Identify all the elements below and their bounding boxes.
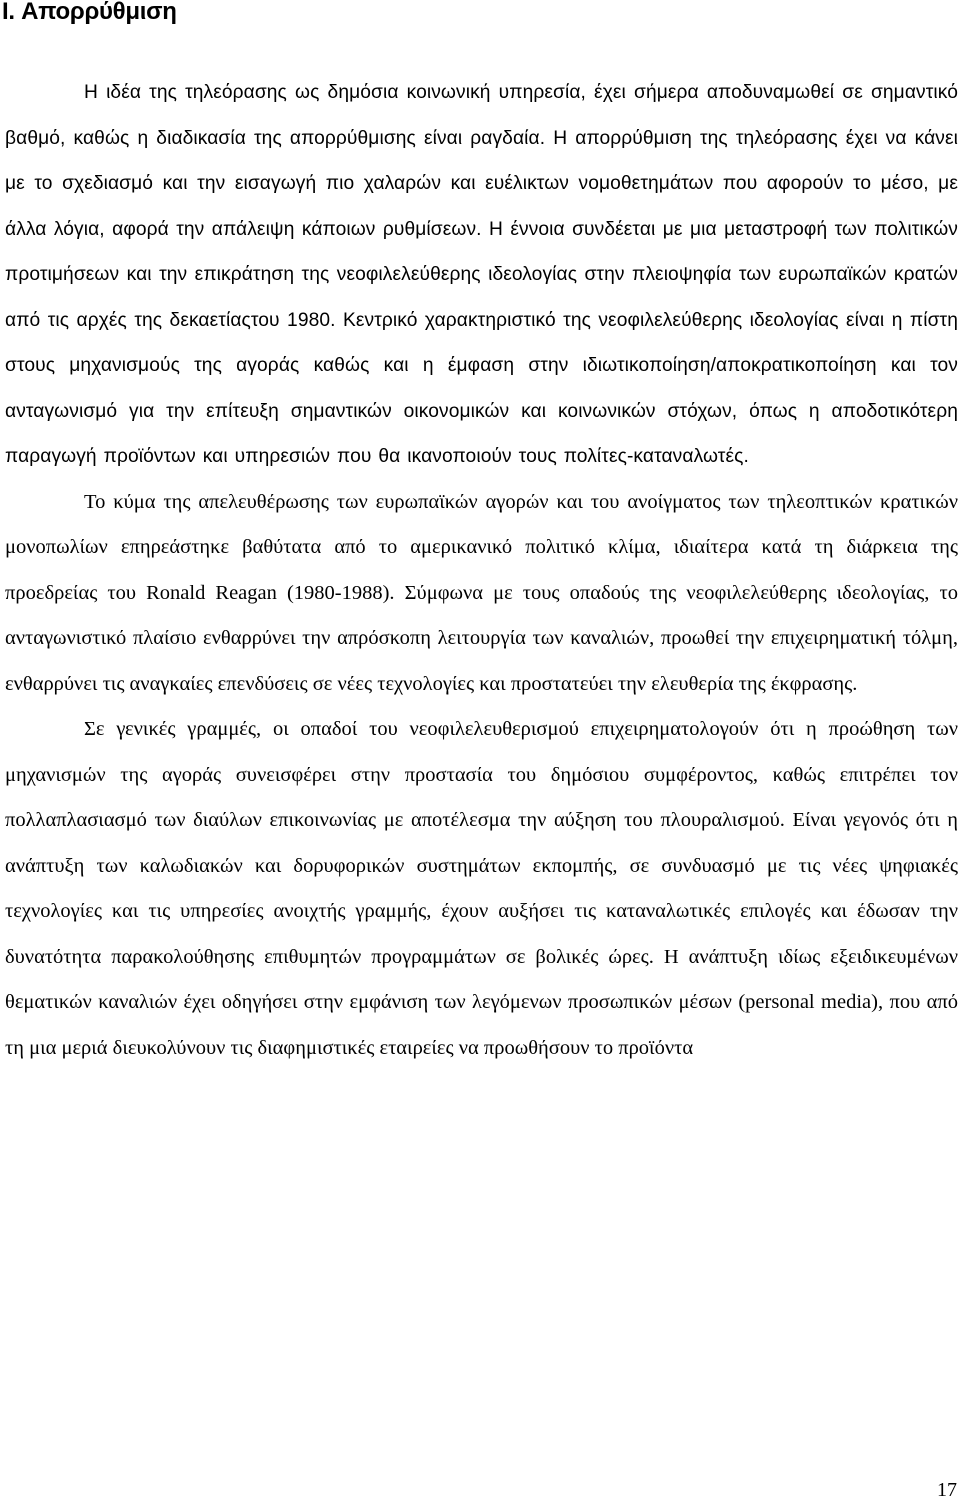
paragraph-3: Σε γενικές γραμμές, οι οπαδοί του νεοφιλελευθερισμού επιχειρηματολογούν ότι η προώθηση των μηχανισμών της αγοράς συνεισφέρει στην προστασία του δημόσιου συμφέροντος, καθώς επιτρέπει τον πολλαπλασιασμό των διαύλων επικοινωνίας με αποτέλεσμα την αύξηση του πλουραλισμού. Είναι γεγονός ότι η ανάπτυξη των καλωδιακών και δορυφορικών συστημάτων εκπομπής, σε συνδυασμό με τις νέες ψηφιακές τεχνολογίες και τις υπηρεσίες ανοιχτής γραμμής, έχουν αυξήσει τις καταναλωτικές επιλογές και έδωσαν την δυνατότητα παρακολούθησης επιθυμητών προγραμμάτων σε βολικές ώρες. Η ανάπτυξη ιδίως εξειδικευμένων θεματικών καναλιών έχει οδηγήσει στην εμφάνιση των λεγόμενων προσωπικών μέσων (personal media), που από τη μια μεριά διευκολύνουν τις διαφημιστικές εταιρείες να προωθήσουν το προϊόντα — [5, 718, 958, 1059]
paragraph-1: Η ιδέα της τηλεόρασης ως δημόσια κοινωνική υπηρεσία, έχει σήμερα αποδυναμωθεί σε σημαντικό βαθμό, καθώς η διαδικασία της απορρύθμισης είναι ραγδαία. Η απορρύθμιση της τηλεόρασης έχει να κάνει με το σχεδιασμό και την εισαγωγή πιο χαλαρών και ευέλικτων νομοθετημάτων που αφορούν το μέσο, με άλλα λόγια, αφορά την απάλειψη κάποιων ρυθμίσεων. Η έννοια συνδέεται με μια μεταστροφή των πολιτικών προτιμήσεων και την επικράτηση της νεοφιλελεύθερης ιδεολογίας στην πλειοψηφία των ευρωπαϊκών κρατών από τις αρχές της δεκαετίαςτου 1980. Κεντρικό χαρακτηριστικό της νεοφιλελεύθερης ιδεολογίας είναι η πίστη στους μηχανισμούς της αγοράς καθώς και η έμφαση στην ιδιωτικοποίηση/αποκρατικοποίηση και τον ανταγωνισμό για την επίτευξη σημαντικών οικονομικών και κοινωνικών στόχων, όπως η αποδοτικότερη παραγωγή προϊόντων και υπηρεσιών που θα ικανοποιούν τους πολίτες-καταναλωτές. — [5, 82, 958, 467]
section-heading: I. Απορρύθμιση — [2, 0, 177, 25]
paragraph-2: Το κύμα της απελευθέρωσης των ευρωπαϊκών αγορών και του ανοίγματος των τηλεοπτικών κρατικών μονοπωλίων επηρεάστηκε βαθύτατα από το αμερικανικό πολιτικό κλίμα, ιδιαίτερα κατά τη διάρκεια της προεδρείας του Ronald Reagan (1980-1988). Σύμφωνα με τους οπαδούς της νεοφιλελεύθερης ιδεολογίας, το ανταγωνιστικό πλαίσιο ενθαρρύνει την απρόσκοπη λειτουργία των καναλιών, προωθεί την επιχειρηματική τόλμη, ενθαρρύνει τις αναγκαίες επενδύσεις σε νέες τεχνολογίες και προστατεύει την ελευθερία της έκφρασης. — [5, 490, 958, 695]
page-number: 17 — [937, 1479, 957, 1501]
document-body — [5, 70, 958, 1071]
